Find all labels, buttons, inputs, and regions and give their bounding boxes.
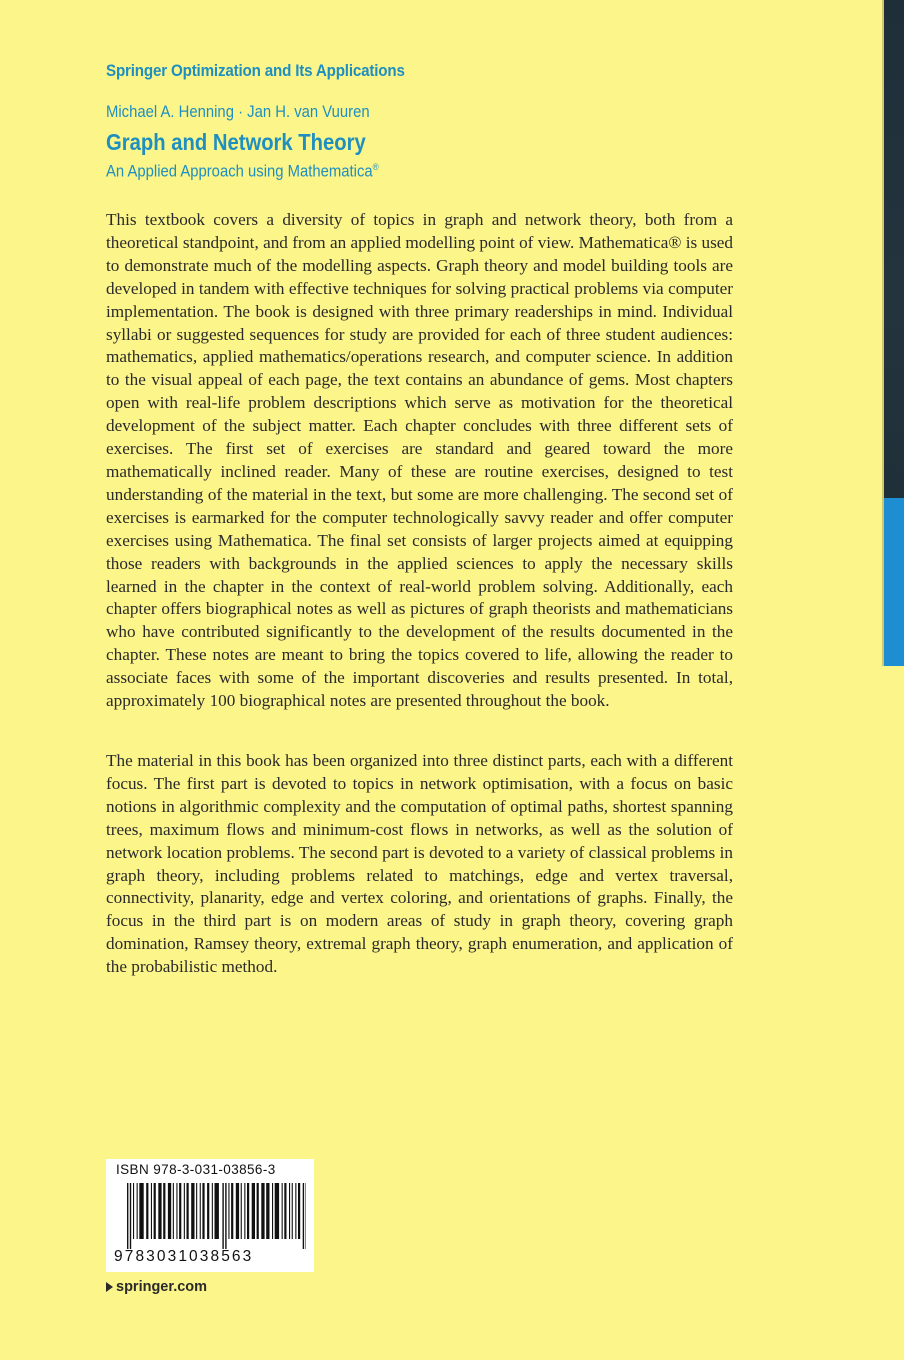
barcode-bar: [275, 1183, 279, 1239]
barcode-bar: [151, 1183, 152, 1239]
barcode-bar: [252, 1183, 255, 1239]
barcode-bar: [137, 1183, 138, 1239]
barcode-bar: [289, 1183, 290, 1239]
series-title: Springer Optimization and Its Applications: [106, 62, 405, 80]
barcode-bar: [298, 1183, 300, 1239]
spine-blue-band: [884, 498, 904, 666]
barcode-bar: [247, 1183, 249, 1239]
registered-mark: ®: [372, 162, 379, 172]
barcode-bar: [228, 1183, 229, 1239]
barcode-bar: [200, 1183, 201, 1239]
barcode-bar: [236, 1183, 239, 1239]
barcode-bar: [282, 1183, 283, 1239]
barcode-bar: [225, 1183, 226, 1249]
barcode-bar: [222, 1183, 223, 1249]
barcode-bar: [176, 1183, 177, 1239]
spine-dark-band: [884, 0, 904, 498]
barcode-bar: [284, 1183, 286, 1239]
isbn-label: ISBN 978-3-031-03856-3: [116, 1162, 276, 1177]
barcode-bar: [241, 1183, 242, 1239]
barcode-bar: [207, 1183, 209, 1239]
description-paragraph-2: The material in this book has been organized into three distinct parts, each with a different focus. The first part is devoted to topics in network optimisation, with a focus on basic notions in algorithmic complexity and the computation of optimal paths, shortest spanning trees, maximum flows and minimum-cost flows in networks, as well as the solution of network location problems. The second part is devoted to a variety of classical problems in graph theory, including problems related to matchings, edge and vertex traversal, connectivity, planarity, edge and vertex coloring, and orientations of graphs. Finally, the focus in the third part is on modern areas of study in graph theory, covering graph domination, Ramsey theory, extremal graph theory, graph enumeration, and application of the probabilistic method.: [106, 751, 733, 977]
authors: Michael A. Henning · Jan H. van Vuuren: [106, 103, 370, 121]
barcode-bar: [295, 1183, 296, 1239]
barcode-bar: [303, 1183, 304, 1249]
barcode-bar: [133, 1183, 134, 1239]
barcode-bar: [191, 1183, 194, 1239]
barcode-bar: [184, 1183, 185, 1239]
barcode-bar: [179, 1183, 181, 1239]
subtitle-text: An Applied Approach using Mathematica: [106, 162, 373, 181]
barcode-bar: [266, 1183, 269, 1239]
arrow-right-icon: [106, 1282, 113, 1292]
barcode-number: 9783031038563: [114, 1248, 254, 1265]
barcode-bar: [261, 1183, 264, 1239]
barcode-bar: [292, 1183, 293, 1239]
barcode-bar: [154, 1183, 156, 1239]
book-title: Graph and Network Theory: [106, 129, 366, 155]
barcode-bar: [272, 1183, 273, 1239]
barcode-bar: [146, 1183, 148, 1239]
barcode-bar: [212, 1183, 213, 1239]
barcode-bar: [173, 1183, 174, 1239]
barcode-bar: [244, 1183, 245, 1239]
barcode-icon: [126, 1183, 306, 1249]
isbn-barcode-box: [106, 1159, 314, 1272]
barcode-bar: [139, 1183, 143, 1239]
barcode-bar: [196, 1183, 197, 1239]
barcode-bar: [187, 1183, 189, 1239]
barcode-bar: [202, 1183, 204, 1239]
barcode-bar: [215, 1183, 219, 1239]
barcode-bar: [158, 1183, 161, 1239]
barcode-bar: [257, 1183, 259, 1239]
barcode-bar: [306, 1183, 307, 1249]
website-text: springer.com: [116, 1279, 208, 1295]
barcode-bar: [168, 1183, 171, 1239]
barcode-bar: [231, 1183, 233, 1239]
barcode-bar: [130, 1183, 131, 1249]
barcode-bar: [127, 1183, 128, 1249]
website-link[interactable]: [106, 1279, 207, 1295]
book-subtitle: [106, 162, 379, 182]
description-paragraph-1: This textbook covers a diversity of topics in graph and network theory, both from a theoretical standpoint, and from an applied modelling point of view. Mathematica® is used to demonstrate much of the modelling aspects. Graph theory and model building tools are developed in tandem with effective techniques for solving practical problems via computer implementation. The book is designed with three primary readerships in mind. Individual syllabi or suggested sequences for study are provided for each of three student audiences: mathematics, applied mathematics/operations research, and computer science. In addition to the visual appeal of each page, the text contains an abundance of gems. Most chapters open with real-life problem descriptions which serve as motivation for the theoretical development of the subject matter. Each chapter concludes with three different sets of exercises. The first set of exercises are standard and geared toward the more mathematically inclined reader. Many of these are routine exercises, designed to test understanding of the material in the text, but some are more challenging. The second set of exercises is earmarked for the computer technologically savvy reader and offer computer exercises using Mathematica. The final set consists of larger projects aimed at equipping those readers with backgrounds in the applied sciences to apply the necessary skills learned in the chapter in the context of real-world problem solving. Additionally, each chapter offers biographical notes as well as pictures of graph theorists and mathematicians who have contributed significantly to the development of the results documented in the chapter. These notes are meant to bring the topics covered to life, allowing the reader to associate faces with some of the important discoveries and results presented. In total, approximately 100 biographical notes are presented throughout the book.: [106, 210, 733, 711]
barcode-bar: [163, 1183, 165, 1239]
